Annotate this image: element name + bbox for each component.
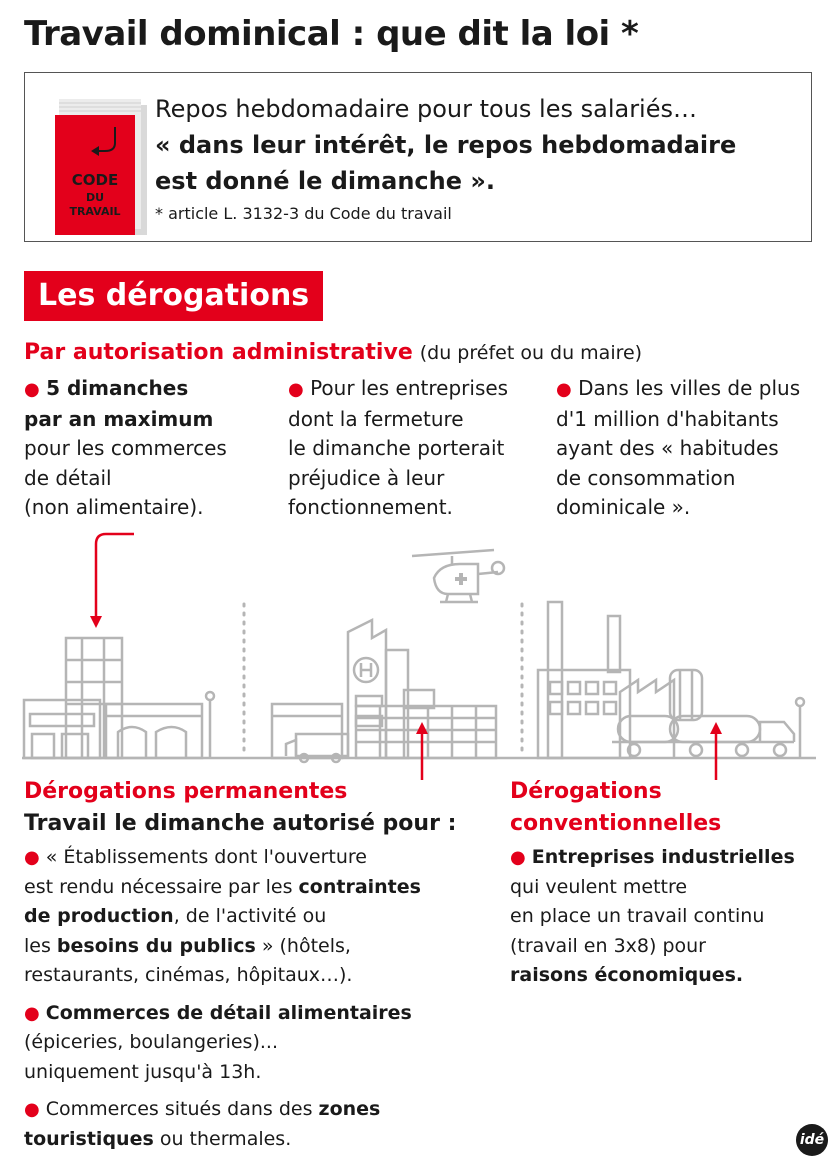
city-illustration	[0, 520, 838, 780]
law-quote	[155, 127, 805, 199]
law-quote-line2: est donné le dimanche ».	[155, 167, 495, 195]
col3-line1: Dans les villes de plus	[578, 376, 801, 400]
law-reference: * article L. 3132-3 du Code du travail	[155, 204, 452, 223]
item1-t1: « Établissements dont l'ouverture	[45, 846, 367, 868]
col2-line4: préjudice à leur	[288, 465, 445, 490]
col1-line3: pour les commerces	[24, 436, 227, 460]
conventional-title-line2: conventionnelles	[510, 811, 722, 836]
item1-t3: , de l'activité ou	[173, 905, 327, 927]
law-quote-line1: « dans leur intérêt, le repos hebdomadaire	[155, 131, 737, 159]
book-label-line3: TRAVAIL	[69, 205, 121, 218]
law-intro: Repos hebdomadaire pour tous les salariés…	[155, 95, 697, 123]
bullet-icon: ●	[556, 379, 572, 400]
item2-t1: (épiceries, boulangeries)...	[24, 1031, 278, 1053]
code-du-travail-book-icon	[55, 93, 151, 239]
conv-b2: raisons économiques.	[510, 964, 744, 986]
admin-heading-title: Par autorisation administrative	[24, 340, 413, 365]
col3-line3: ayant des « habitudes	[556, 436, 779, 460]
bullet-icon: ●	[510, 847, 526, 868]
item3-t2: ou thermales.	[153, 1127, 292, 1150]
admin-column-2	[288, 374, 548, 523]
col1-line5: (non alimentaire).	[24, 495, 204, 519]
list-item	[24, 1095, 484, 1154]
permanent-derogations-subtitle: Travail le dimanche autorisé pour :	[24, 811, 457, 836]
law-box	[24, 72, 812, 242]
item1-b2: de production	[24, 905, 174, 927]
admin-column-3	[556, 374, 832, 523]
law-text	[155, 91, 805, 227]
item1-b3: besoins du publics	[56, 934, 256, 957]
item3-b2: touristiques	[24, 1127, 154, 1150]
item3-b1: zones	[318, 1098, 381, 1120]
col3-line2: d'1 million d'habitants	[556, 406, 779, 431]
conv-t3: (travail en 3x8) pour	[510, 934, 706, 957]
admin-heading	[24, 338, 642, 368]
bullet-icon: ●	[24, 379, 40, 400]
item1-t6: restaurants, cinémas, hôpitaux…).	[24, 964, 353, 986]
conv-t1: qui veulent mettre	[510, 875, 688, 898]
admin-column-1	[24, 374, 274, 523]
col1-bold2: par an maximum	[24, 406, 214, 431]
col2-line2: dont la fermeture	[288, 406, 464, 431]
ide-logo: idé	[796, 1124, 828, 1156]
derogations-banner: Les dérogations	[24, 271, 323, 321]
conventional-derogations-title	[510, 776, 721, 840]
item2-b1: Commerces de détail alimentaires	[45, 1001, 412, 1024]
col1-line4: de détail	[24, 465, 112, 490]
col2-line1: Pour les entreprises	[310, 376, 509, 400]
item1-t2: est rendu nécessaire par les	[24, 875, 293, 898]
col3-line5: dominicale ».	[556, 495, 691, 519]
item2-t2: uniquement jusqu'à 13h.	[24, 1060, 262, 1083]
list-item	[24, 843, 484, 991]
page-title: Travail dominical : que dit la loi *	[24, 14, 639, 54]
permanent-derogations-title: Dérogations permanentes	[24, 779, 348, 804]
item3-t1: Commerces situés dans des	[45, 1098, 313, 1120]
admin-heading-subtitle: (du préfet ou du maire)	[419, 342, 643, 364]
col3-line4: de consommation	[556, 465, 736, 490]
col2-line3: le dimanche porterait	[288, 436, 505, 460]
book-label-line1: CODE	[71, 171, 119, 189]
bullet-icon: ●	[24, 1002, 40, 1024]
item1-t4: les	[24, 934, 51, 957]
conv-t2: en place un travail continu	[510, 905, 765, 927]
item1-b1: contraintes	[298, 875, 421, 898]
permanent-derogations-list	[24, 843, 484, 1162]
col2-line5: fonctionnement.	[288, 495, 453, 519]
conv-b1: Entreprises industrielles	[531, 846, 795, 868]
item1-t5: » (hôtels,	[255, 934, 351, 957]
bullet-icon: ●	[24, 1099, 40, 1120]
list-item	[24, 999, 484, 1088]
bullet-icon: ●	[288, 379, 304, 400]
conventional-derogations-text	[510, 843, 830, 991]
conventional-title-line1: Dérogations	[510, 779, 662, 804]
col1-bold1: 5 dimanches	[46, 376, 189, 400]
bullet-icon: ●	[24, 847, 40, 868]
book-label-line2: DU	[85, 191, 105, 204]
